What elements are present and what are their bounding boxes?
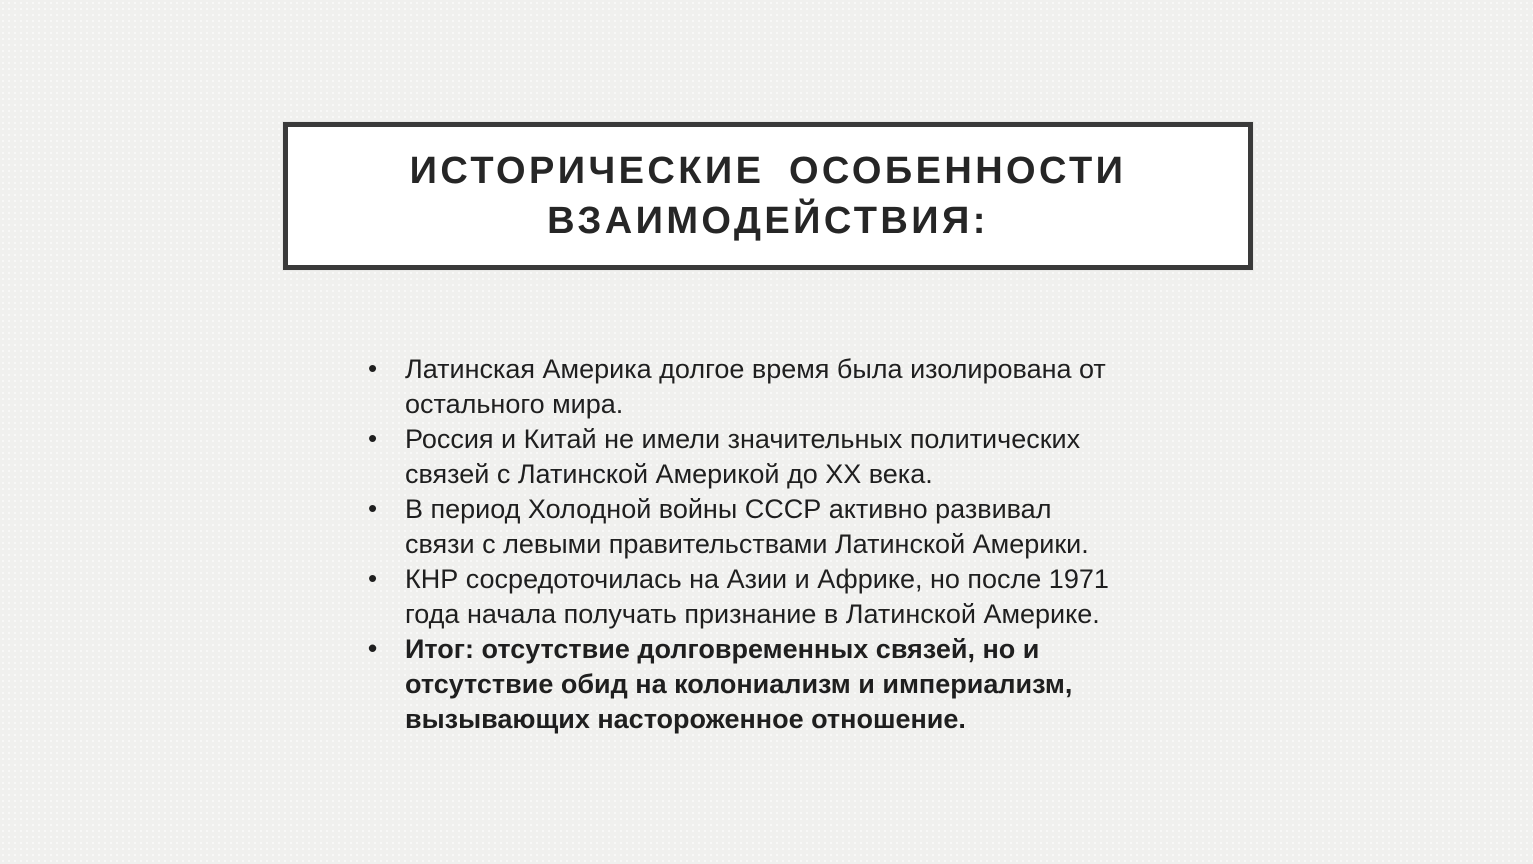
- title-box: [283, 122, 1253, 270]
- bullet-item: • Россия и Китай не имели значительных политических связей с Латинской Америкой до XX века.: [366, 422, 1118, 492]
- bullet-list: [366, 352, 1118, 737]
- bullet-item: • Латинская Америка долгое время была изолирована от остального мира.: [366, 352, 1118, 422]
- page-title: ИСТОРИЧЕСКИЕ ОСОБЕННОСТИ ВЗАИМОДЕЙСТВИЯ:: [409, 149, 1127, 242]
- bullet-item: • Итог: отсутствие долговременных связей, но и отсутствие обид на колониализм и империализм, вызывающих настороженное отношение.: [366, 632, 1118, 737]
- bullet-item: • КНР сосредоточилась на Азии и Африке, но после 1971 года начала получать признание в Латинской Америке.: [366, 562, 1118, 632]
- slide-body: [366, 352, 1118, 737]
- bullet-item: • В период Холодной войны СССР активно развивал связи с левыми правительствами Латинской Америки.: [366, 492, 1118, 562]
